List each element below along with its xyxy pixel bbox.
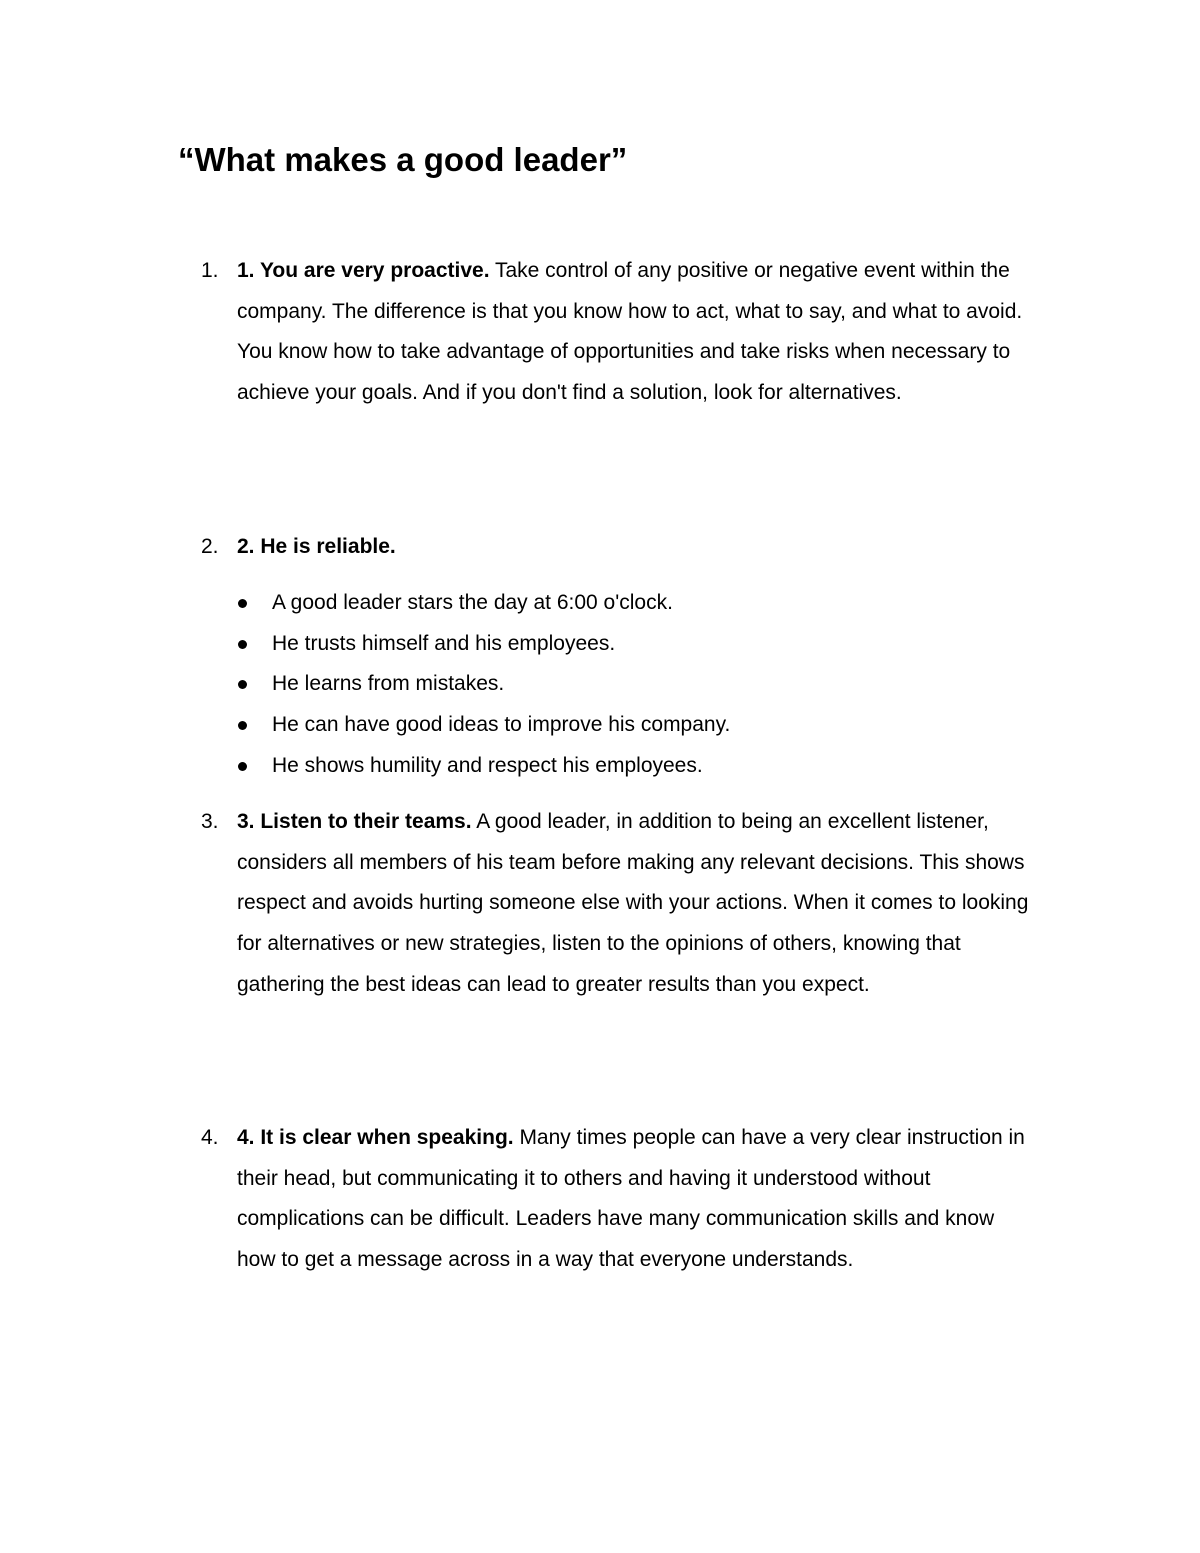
bullet-icon [238, 640, 247, 649]
list-item-proactive [201, 251, 1037, 414]
bullet-item [272, 664, 1032, 705]
list-item-text [237, 527, 1037, 568]
bullet-icon [238, 762, 247, 771]
bullet-icon [238, 721, 247, 730]
bullet-text: He shows humility and respect his employees. [272, 753, 703, 777]
list-item-listen [201, 802, 1037, 1006]
list-item-heading: 2. He is reliable. [237, 535, 396, 558]
list-item-reliable [201, 527, 1037, 568]
list-item-heading: 1. You are very proactive. [237, 259, 490, 282]
page-title: “What makes a good leader” [178, 141, 628, 178]
bullet-text: He trusts himself and his employees. [272, 631, 616, 655]
bullet-item [272, 746, 1032, 787]
list-item-body: Take control of any positive or negative event within the company. The difference is that you know how to act, what to say, and what to avoid. You know how to take advantage of opportunities and take risks when necessary to achieve your goals. And if you don't find a solution, look for alternatives. [237, 259, 1023, 405]
bullet-text: He learns from mistakes. [272, 672, 505, 696]
bullet-text: He can have good ideas to improve his company. [272, 713, 731, 737]
list-number: 1. [201, 259, 219, 282]
list-number: 4. [201, 1126, 219, 1149]
bullet-icon [238, 680, 247, 689]
list-item-body: A good leader, in addition to being an excellent listener, considers all members of his team before making any relevant decisions. This shows respect and avoids hurting someone else with your actions. When it comes to looking for alternatives or new strategies, listen to the opinions of others, knowing that gathering the best ideas can lead to greater results than you expect. [237, 810, 1029, 996]
list-number: 2. [201, 535, 219, 558]
list-item-heading: 4. It is clear when speaking. [237, 1126, 514, 1149]
list-item-text [237, 1118, 1037, 1281]
list-item-text [237, 251, 1037, 414]
list-item-body: Many times people can have a very clear instruction in their head, but communicating it to others and having it understood without complications can be difficult. Leaders have many communication skills and know how to get a message across in a way that everyone understands. [237, 1126, 1025, 1272]
bullet-item [272, 705, 1032, 746]
bullet-icon [238, 599, 247, 608]
list-item-heading: 3. Listen to their teams. [237, 810, 472, 833]
list-number: 3. [201, 810, 219, 833]
list-item-text [237, 802, 1037, 1006]
list-item-clear-speaking [201, 1118, 1037, 1281]
reliable-bullet-list [272, 583, 1032, 787]
bullet-item [272, 624, 1032, 665]
bullet-text: A good leader stars the day at 6:00 o'clock. [272, 591, 673, 614]
bullet-item [272, 583, 1032, 624]
